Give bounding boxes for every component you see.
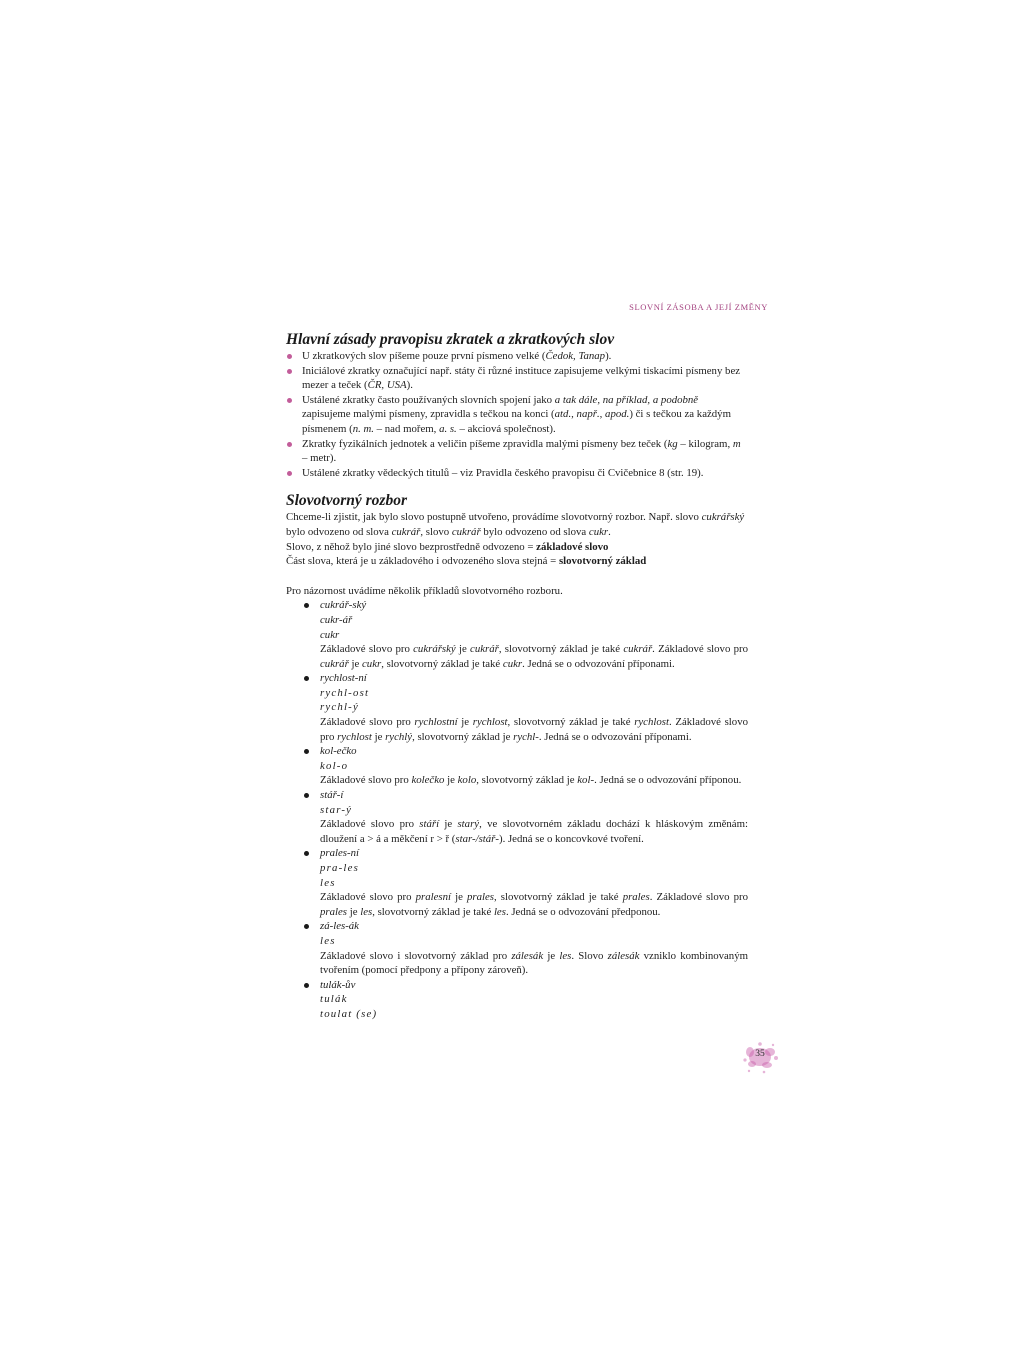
example-description: Základové slovo pro rychlostní je rychlost, slovotvorný základ je také rychlost. Základové slovo pro rychlost je rychlý, slovotvorný základ je rychl-. Jedná se o odvozování příponami. [320,716,749,743]
example-description: Základové slovo pro pralesní je prales, slovotvorný základ je také prales. Základové slovo pro prales je les, slovotvorný základ je také les. Jedná se o odvozování předponou. [320,891,749,918]
list-item [320,919,748,977]
derivation-line: rychlost-ní [320,672,367,685]
derivation-line: kol-ečko [320,745,357,758]
example-description: Základové slovo pro stáří je starý, ve slovotvorném základu dochází k hláskovým změnám: dloužení a > á a měkčení r > ř (star-/stář-). Jedná se o koncovkové tvoření. [320,818,748,845]
list-item: Iniciálové zkratky označující např. státy či různé instituce zapisujeme velkými tiskacími písmeny bez mezer a teček (ČR, USA). [286,364,748,393]
list-item: Zkratky fyzikálních jednotek a veličin píšeme zpravidla malými písmeny bez teček (kg – kilogram, m – metr). [286,437,748,466]
definition-base-word: Slovo, z něhož bylo jiné slovo bezprostředně odvozeno = základové slovo [286,540,609,553]
list-item: Ustálené zkratky vědeckých titulů – viz Pravidla českého pravopisu či Cvičebnice 8 (str. 19). [286,466,748,481]
examples-intro: Pro názornost uvádíme několik příkladů slovotvorného rozboru. [286,584,563,597]
page-number-badge [740,1040,780,1074]
paragraph: Chceme-li zjistit, jak bylo slovo postupně utvořeno, provádíme slovotvorný rozbor. Např. slovo cukrářský bylo odvozeno od slova cukrář, slovo cukrář bylo odvozeno od slova cukr. [286,511,745,538]
list-item [320,978,748,1022]
section-heading-abbreviations: Hlavní zásady pravopisu zkratek a zkratkových slov [286,331,615,348]
page-number: 35 [755,1049,765,1059]
derivation-line: tulák [320,993,348,1006]
list-item [320,598,748,671]
derivation-line: cukr [320,628,340,641]
derivation-line: les [320,934,336,947]
abbreviation-rules-list [286,349,748,480]
derivation-line: cukr-ář [320,613,353,626]
list-item [320,744,748,788]
section-heading-word-formation: Slovotvorný rozbor [286,492,407,510]
derivation-line: les [320,876,336,889]
derivation-line: star-ý [320,803,353,816]
list-item [320,671,748,744]
derivation-line: toulat (se) [320,1007,378,1020]
example-description: Základové slovo pro kolečko je kolo, slovotvorný základ je kol-. Jedná se o odvozování příponou. [320,774,742,787]
running-header: SLOVNÍ ZÁSOBA A JEJÍ ZMĚNY [629,302,768,312]
derivation-line: zá-les-ák [320,920,359,933]
definition-word-base: Část slova, která je u základového i odvozeného slova stejná = slovotvorný základ [286,555,647,568]
examples-list [286,598,748,1021]
derivation-line: prales-ní [320,847,359,860]
example-description: Základové slovo pro cukrářský je cukrář, slovotvorný základ je také cukrář. Základové slovo pro cukrář je cukr, slovotvorný základ je také cukr. Jedná se o odvozování příponami. [320,643,748,670]
derivation-line: pra-les [320,862,359,874]
example-description: Základové slovo i slovotvorný základ pro zálesák je les. Slovo zálesák vzniklo kombinovaným tvořením (pomocí předpony a přípony zároveň). [320,949,748,977]
derivation-line: stář-í [320,789,344,802]
derivation-line: tulák-ův [320,978,356,991]
list-item: Ustálené zkratky často používaných slovních spojení jako a tak dále, na příklad, a podobně zapisujeme malými písmeny, zpravidla s tečkou na konci (atd., např., apod.) či s tečkou za každým písmenem (n. m. – nad mořem, a. s. – akciová společnost). [286,393,748,437]
derivation-line: kol-o [320,759,349,772]
derivation-line: cukrář-ský [320,599,367,612]
derivation-line: rychl-ý [320,701,359,714]
page-content [286,330,748,1022]
list-item [320,788,748,846]
list-item [320,846,748,919]
list-item: U zkratkových slov píšeme pouze první písmeno velké (Čedok, Tanap). [286,349,748,364]
derivation-line: rychl-ost [320,686,370,699]
